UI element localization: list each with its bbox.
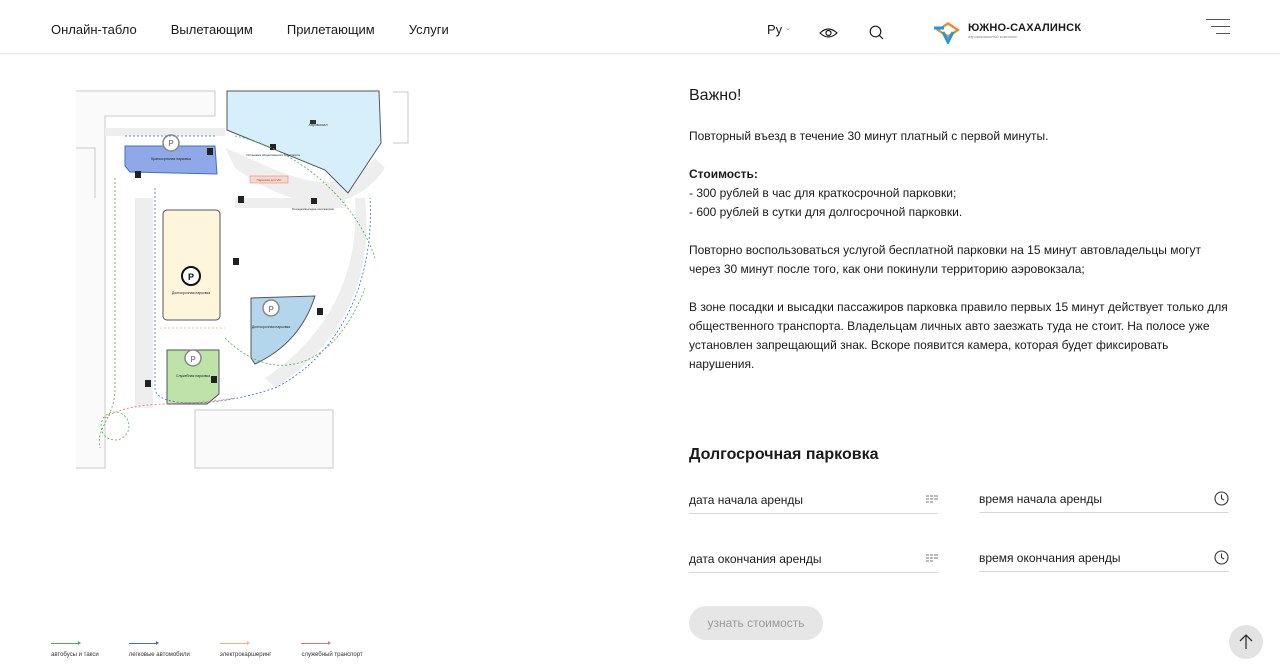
clock-icon[interactable] [1214,550,1229,568]
legend-item-carsharing: электрокаршеринг [220,643,272,658]
info-title: Важно! [689,87,742,104]
dropoff-text: В зоне посадки и высадки пассажиров парковка правило первых 15 минут действует только для общественного транспорта. Владельцам личных авто заезжать туда не стоит. На полосе уже установлен запрещающий знак. Вскоре появится камера, которая будет фиксировать нарушения. [689,300,1228,371]
map-legend [51,643,393,658]
parking-map [75,88,415,470]
calendar-icon[interactable] [926,492,938,506]
svg-text:P: P [268,305,274,314]
start-date-field [689,490,938,514]
map-label-short-parking: Краткосрочная парковка [151,157,191,161]
free-repeat-text: Повторно воспользоваться услугой бесплатной парковки на 15 минут автовладельцы могут через 30 минут после того, как они покинули территорию аэровокзала; [689,243,1201,276]
nav-services[interactable]: Услуги [408,22,449,37]
eye-icon[interactable] [819,26,838,44]
long-term-parking-zone [163,210,220,320]
end-time-field [979,548,1229,572]
map-label-long-parking-2: Долгосрочная парковка [251,325,291,329]
end-date-input[interactable] [689,549,901,569]
language-selector[interactable] [767,22,791,37]
parking-info [689,87,1234,374]
scroll-to-top-button[interactable] [1229,625,1263,659]
calendar-icon[interactable] [926,551,938,565]
map-label-terminal: Аэровокзал [308,123,328,127]
long-term-form-title: Долгосрочная парковка [689,446,879,463]
calculate-cost-button[interactable]: узнать стоимость [689,606,823,640]
start-time-input[interactable] [979,489,1192,509]
map-label-long-parking: Долгосрочная парковка [171,291,211,295]
map-label-service-parking: Служебная парковка [175,374,211,378]
legend-item-service: служебный транспорт [301,643,362,658]
map-label-taxi: Посадка/высадка пассажиров [292,207,334,211]
nav-online-board[interactable]: Онлайн-табло [51,22,137,37]
cost-short: - 300 рублей в час для краткосрочной парковки; [689,186,957,200]
clock-icon[interactable] [1214,491,1229,509]
logo-title: ЮЖНО-САХАЛИНСК [968,22,1082,34]
start-date-input[interactable] [689,490,901,510]
reentry-text: Повторный въезд в течение 30 минут платный с первой минуты. [689,129,1049,143]
nav-departures[interactable]: Вылетающим [170,22,253,37]
legend-item-cars: легковые автомобили [129,643,190,658]
map-label-vip: Парковка для VIP [256,178,282,182]
start-time-field [979,489,1229,513]
search-icon[interactable] [869,25,884,45]
svg-text:P: P [187,272,195,282]
cost-long: - 600 рублей в сутки для долгосрочной парковки. [689,205,963,219]
logo[interactable] [934,18,1081,44]
end-date-field [689,549,938,573]
chevron-down-icon: ⌄ [785,24,792,32]
main-nav [51,22,483,37]
site-header [0,0,1280,54]
legend-item-buses: автобусы и такси [51,643,99,658]
menu-icon[interactable] [1206,19,1230,40]
svg-text:P: P [168,139,174,148]
map-label-public-transport: Остановка общественного транспорта [246,153,300,157]
cost-title: Стоимость: [689,167,758,181]
arrow-up-icon [1239,634,1253,650]
nav-arrivals[interactable]: Прилетающим [286,22,375,37]
language-label: Ру [767,22,783,37]
end-time-input[interactable] [979,548,1192,568]
logo-mark-icon [934,18,962,44]
svg-text:P: P [190,355,196,364]
logo-subtitle: аэровокзальный комплекс [968,34,1018,39]
